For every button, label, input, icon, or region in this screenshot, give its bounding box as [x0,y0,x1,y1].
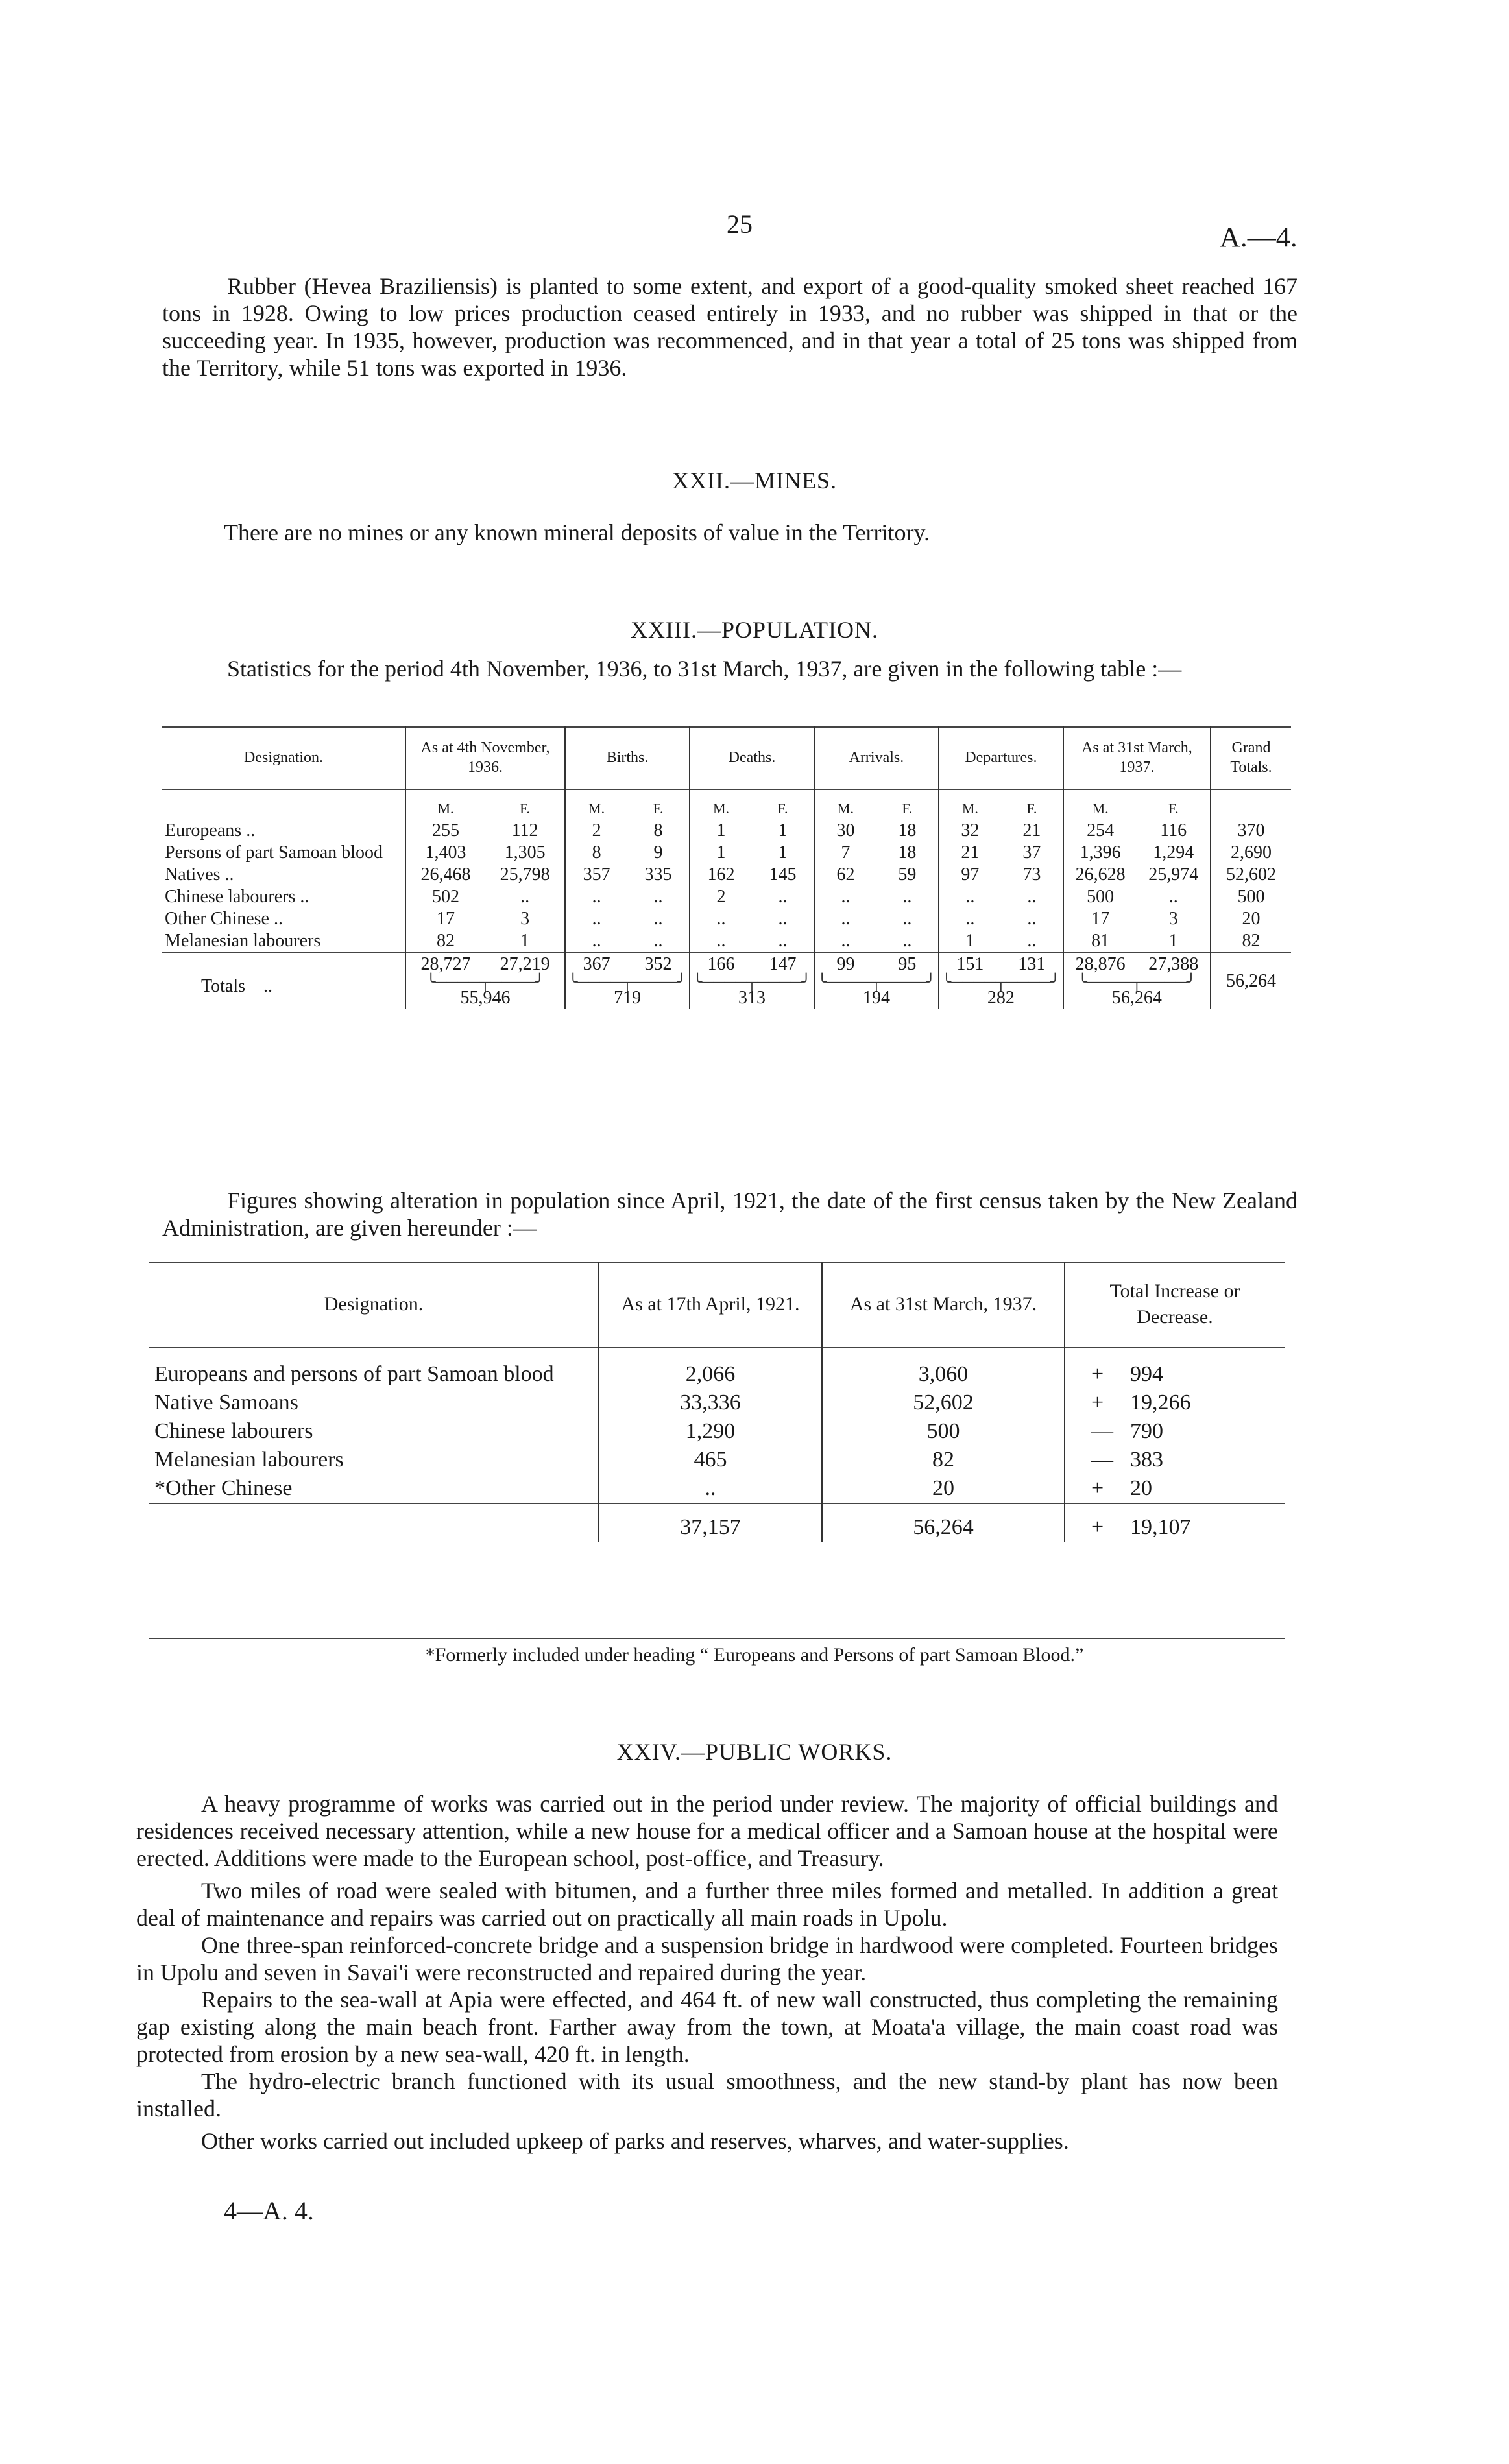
row-cell: .. [902,909,912,929]
alteration-row [149,1446,1285,1474]
row-cell: .. [814,886,876,908]
row-dots: .. [246,820,256,841]
total-cell: ╰────┬────╯ 194 [814,975,939,1009]
population-intro: Statistics for the period 4th November, 1936, to 31st March, 1937, are given in the following table :— [227,656,1182,682]
alteration-sign: — [1091,1448,1113,1472]
row-cell: 8 [565,842,627,864]
mf-row [162,789,1291,820]
brace-mark: ╰────┬────╯ [941,974,1060,991]
row-cell: 3 [520,909,530,929]
row-label: Natives .. [165,865,234,885]
population-row [162,886,1291,908]
row-cell: 2 [690,886,752,908]
row-cell: 81 [1063,930,1137,953]
col-departures: Departures. [939,726,1063,789]
row-cell: 21 [1022,820,1041,841]
t2-col-change: Total Increase or Decrease. [1065,1262,1285,1348]
mf-label: F. [1168,800,1179,817]
population-row [162,842,1291,864]
alteration-row [149,1474,1285,1503]
row-cell: 112 [511,820,538,841]
footnote: *Formerly included under heading “ Europeans and Persons of part Samoan Blood.” [425,1644,1084,1666]
pw-paragraph-6: Other works carried out included upkeep of parks and reserves, wharves, and water-supplies. [201,2128,1069,2154]
row-grand-total: 2,690 [1211,842,1291,864]
row-cell: 1 [778,843,788,863]
row-cell: 357 [565,864,627,886]
row-cell: 18 [898,820,917,841]
row-cell: .. [939,886,1001,908]
t2-total-1921: 37,157 [599,1503,822,1542]
subtotal-cell: 151 [939,953,1001,975]
brace-mark: ╰────┬────╯ [693,974,811,991]
population-table-body [162,820,1291,953]
row-cell: .. [690,908,752,930]
population-row [162,864,1291,886]
alteration-1921: 2,066 [599,1348,822,1389]
alteration-row [149,1417,1285,1446]
subtotal-cell: 166 [690,953,752,975]
row-cell: .. [1027,887,1037,907]
mf-label: F. [777,800,788,817]
subtotal-cell: 131 [1018,954,1046,974]
total-cell: ╰────┬────╯ 719 [565,975,690,1009]
alteration-sign: + [1091,1476,1104,1500]
public-works-heading: XXIV.—PUBLIC WORKS. [616,1739,893,1765]
alteration-sign: + [1091,1362,1104,1386]
row-grand-total: 20 [1211,908,1291,930]
row-cell: .. [690,930,752,953]
mf-label: M. [939,789,1001,820]
row-cell: 2 [565,820,627,842]
totals-label: Totals [201,976,246,996]
row-grand-total: 370 [1211,820,1291,842]
row-cell: 30 [814,820,876,842]
mines-text: There are no mines or any known mineral deposits of value in the Territory. [224,520,930,545]
row-cell: .. [520,887,530,907]
row-grand-total: 82 [1211,930,1291,953]
alteration-row-label: *Other Chinese [154,1476,293,1500]
row-cell: 500 [1063,886,1137,908]
population-row [162,908,1291,930]
row-cell: 255 [405,820,485,842]
subtotal-cell: 27,388 [1148,954,1199,974]
row-label: Europeans .. [165,820,256,841]
brace-mark: ╰────┬────╯ [817,974,936,991]
row-cell: 59 [898,865,917,885]
row-cell: .. [1168,887,1178,907]
mf-label: M. [565,789,627,820]
col-deaths: Deaths. [690,726,814,789]
row-dots: .. [224,865,234,885]
alteration-sign: — [1091,1419,1113,1443]
alteration-1937: 500 [822,1417,1065,1446]
row-cell: 37 [1022,843,1041,863]
alteration-sign: + [1091,1391,1104,1415]
mf-label: F. [902,800,913,817]
alteration-table-body [149,1348,1285,1503]
population-table [162,726,1291,1009]
row-cell: .. [653,887,663,907]
row-cell: .. [565,886,627,908]
row-cell: 1 [520,931,530,951]
mf-label: F. [1026,800,1037,817]
row-cell: 17 [405,908,485,930]
row-grand-total: 500 [1211,886,1291,908]
alteration-row-label: Native Samoans [154,1391,298,1415]
col-designation: Designation. [244,749,323,766]
row-cell: 145 [769,865,797,885]
row-cell: 1,403 [405,842,485,864]
row-cell: 8 [653,820,663,841]
row-cell: 25,974 [1148,865,1199,885]
population-row [162,820,1291,842]
pw-paragraph-5: The hydro-electric branch functioned with its usual smoothness, and the new stand-by plant has now been installed. [136,2068,1278,2122]
subtotal-cell: 27,219 [500,954,550,974]
subtotal-row [162,953,1291,975]
alteration-table [149,1262,1285,1542]
total-cell: ╰────┬────╯ 56,264 [1063,975,1211,1009]
row-cell: .. [814,930,876,953]
alteration-row-label: Europeans and persons of part Samoan blood [154,1362,554,1386]
row-cell: 1,294 [1153,843,1194,863]
row-cell: 1,305 [504,843,546,863]
t2-total-1937: 56,264 [822,1503,1065,1542]
row-cell: 254 [1063,820,1137,842]
row-label: Chinese labourers .. [165,887,309,907]
page-number: 25 [727,209,753,239]
col-grand-totals: Grand Totals. [1211,726,1291,789]
row-cell: 25,798 [500,865,550,885]
alteration-row-label: Chinese labourers [154,1419,313,1443]
alteration-1937: 3,060 [822,1348,1065,1389]
row-cell: .. [1027,909,1037,929]
alteration-totals-row [149,1503,1285,1542]
mf-label: M. [690,789,752,820]
row-cell: 1,396 [1063,842,1137,864]
row-dots: .. [273,909,283,929]
alteration-1937: 52,602 [822,1389,1065,1417]
mines-heading: XXII.—MINES. [672,468,837,494]
row-label: Other Chinese .. [165,909,283,929]
pw-paragraph-3: One three-span reinforced-concrete bridge and a suspension bridge in hardwood were completed. Fourteen bridges in Upolu and seven in Savai'i were reconstructed and repaired during the year. [136,1932,1278,1985]
document-reference: A.—4. [1220,221,1298,253]
mf-label: M. [814,789,876,820]
total-cell: ╰────┬────╯ 282 [939,975,1063,1009]
col-births: Births. [565,726,690,789]
footer-signature: 4—A. 4. [224,2196,314,2225]
row-cell: .. [778,909,788,929]
alteration-intro: Figures showing alteration in population since April, 1921, the date of the first census taken by the New Zealand Administration, are given hereunder :— [162,1188,1298,1241]
row-cell: 73 [1022,865,1041,885]
row-cell: 18 [898,843,917,863]
alteration-change: 994 [1130,1362,1163,1386]
col-mar-1937: As at 31st March, 1937. [1063,726,1211,789]
grand-total-cell: 56,264 [1211,953,1291,1009]
row-label: Melanesian labourers [165,931,321,951]
t2-col-1921: As at 17th April, 1921. [599,1262,822,1348]
row-cell: 32 [939,820,1001,842]
brace-mark: ╰────┬────╯ [1078,974,1196,991]
rubber-paragraph: Rubber (Hevea Braziliensis) is planted to some extent, and export of a good-quality smoked sheet reached 167 tons in 1928. Owing to low prices production ceased entirely in 1933, and no rubber was shipped in that or the succeeding year. In 1935, however, production was recommenced, and in that year a total of 25 tons was shipped from the Territory, while 51 tons was exported in 1936. [162,273,1298,381]
row-cell: 62 [814,864,876,886]
pw-paragraph-1: A heavy programme of works was carried out in the period under review. The majority of official buildings and residences received necessary attention, while a new house for a medical officer and a Samoan house at the hospital were erected. Additions were made to the European school, post-office, and Treasury. [136,1791,1278,1871]
row-cell: .. [778,931,788,951]
brace-mark: ╰────┬────╯ [426,974,545,991]
row-grand-total: 52,602 [1211,864,1291,886]
subtotal-cell: 99 [814,953,876,975]
subtotal-cell: 367 [565,953,627,975]
alteration-1921: .. [599,1474,822,1503]
subtotal-cell: 28,727 [405,953,485,975]
row-cell: 1 [690,820,752,842]
col-arrivals: Arrivals. [814,726,939,789]
table2-bottom-rule [149,1638,1285,1639]
alteration-change: 383 [1130,1448,1163,1472]
row-cell: 1 [778,820,788,841]
mf-label: F. [520,800,531,817]
row-cell: 502 [405,886,485,908]
pw-paragraph-4: Repairs to the sea-wall at Apia were effected, and 464 ft. of new wall constructed, thus completing the remaining gap existing along the main beach front. Farther away from the town, at Moata'a village, the main coast road was protected from erosion by a new sea-wall, 420 ft. in length. [136,1987,1278,2067]
col-nov-1936: As at 4th November, 1936. [405,726,565,789]
row-cell: 97 [939,864,1001,886]
row-cell: 1 [939,930,1001,953]
row-cell: .. [565,908,627,930]
row-cell: .. [653,909,663,929]
alteration-change: 19,266 [1130,1391,1191,1415]
row-cell: 7 [814,842,876,864]
row-cell: .. [814,908,876,930]
total-cell: ╰────┬────╯ 55,946 [405,975,565,1009]
t2-col-designation: Designation. [324,1293,424,1315]
mf-label: F. [653,800,664,817]
alteration-1921: 1,290 [599,1417,822,1446]
population-row [162,930,1291,953]
alteration-change: 20 [1130,1476,1152,1500]
row-dots: .. [300,887,309,907]
row-cell: 26,628 [1063,864,1137,886]
public-works-text [136,1790,1278,2155]
subtotal-cell: 95 [898,954,917,974]
row-cell: .. [939,908,1001,930]
totals-dots: .. [263,976,273,996]
row-label: Persons of part Samoan blood [165,843,383,863]
row-cell: 116 [1160,820,1187,841]
subtotal-cell: 28,876 [1063,953,1137,975]
row-cell: 1 [690,842,752,864]
row-cell: 82 [405,930,485,953]
row-cell: 26,468 [405,864,485,886]
row-cell: 162 [690,864,752,886]
row-cell: 21 [939,842,1001,864]
alteration-row [149,1348,1285,1389]
row-cell: 1 [1168,931,1178,951]
totals-row [162,975,1291,1009]
row-cell: 17 [1063,908,1137,930]
t2-total-change: 19,107 [1130,1515,1191,1539]
row-cell: .. [902,887,912,907]
alteration-1921: 465 [599,1446,822,1474]
alteration-change: 790 [1130,1419,1163,1443]
alteration-table-header [149,1262,1285,1348]
alteration-1921: 33,336 [599,1389,822,1417]
row-cell: .. [902,931,912,951]
subtotal-cell: 352 [644,954,672,974]
t2-total-sign: + [1091,1515,1104,1539]
total-cell: ╰────┬────╯ 313 [690,975,814,1009]
row-cell: .. [565,930,627,953]
alteration-row [149,1389,1285,1417]
alteration-1937: 82 [822,1446,1065,1474]
alteration-1937: 20 [822,1474,1065,1503]
row-cell: .. [1027,931,1037,951]
row-cell: .. [778,887,788,907]
population-table-header [162,726,1291,789]
subtotal-cell: 147 [769,954,797,974]
row-cell: .. [653,931,663,951]
row-cell: 335 [644,865,672,885]
t2-col-1937: As at 31st March, 1937. [822,1262,1065,1348]
row-cell: 9 [653,843,663,863]
mf-label: M. [1063,789,1137,820]
population-heading: XXIII.—POPULATION. [631,617,878,643]
brace-mark: ╰────┬────╯ [568,974,687,991]
row-cell: 3 [1168,909,1178,929]
mf-label: M. [405,789,485,820]
pw-paragraph-2: Two miles of road were sealed with bitumen, and a further three miles formed and metalled. In addition a great deal of maintenance and repairs was carried out on practically all main roads in Upolu. [136,1878,1278,1931]
alteration-row-label: Melanesian labourers [154,1448,344,1472]
